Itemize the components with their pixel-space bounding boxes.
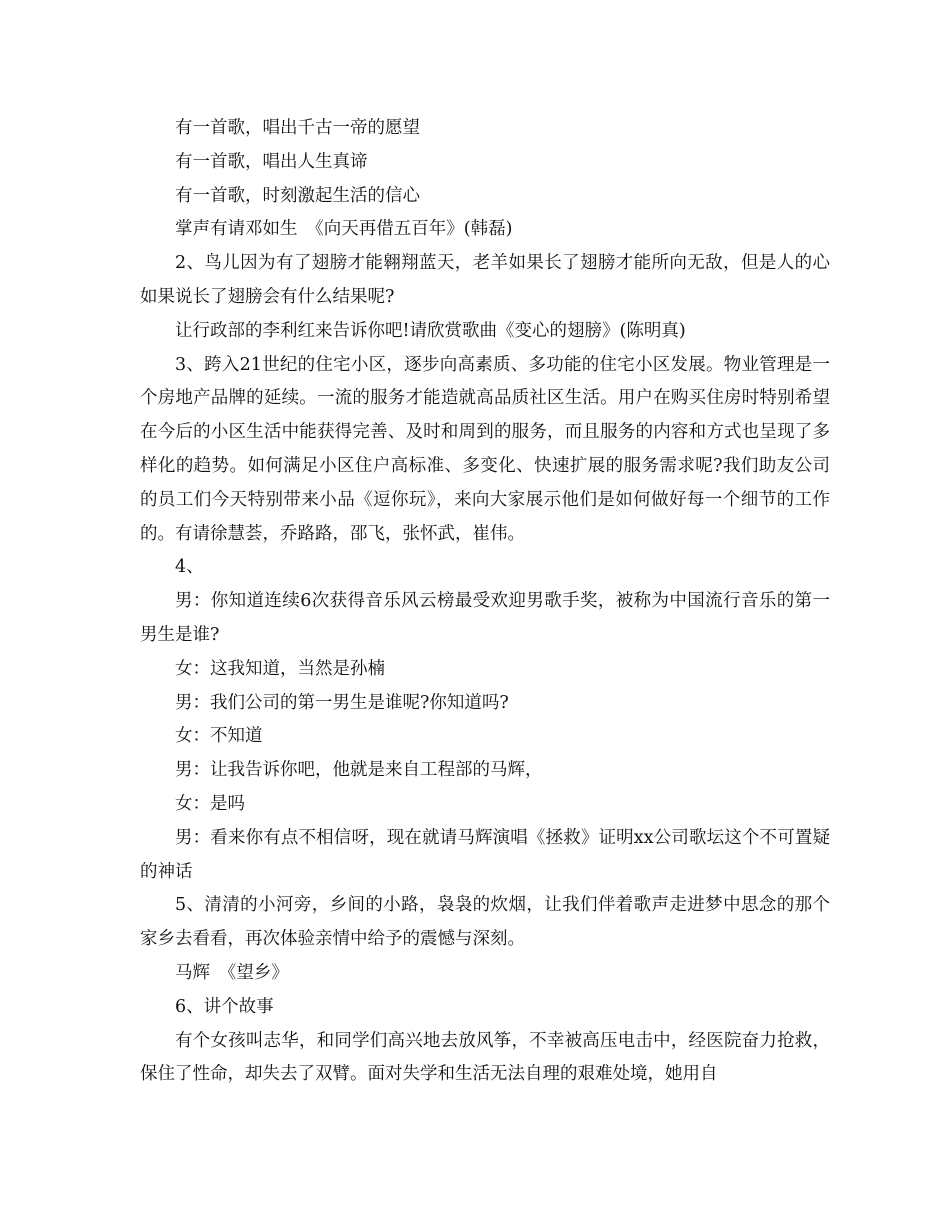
paragraph: 2、鸟儿因为有了翅膀才能翱翔蓝天，老羊如果长了翅膀才能所向无敌，但是人的心如果说长了翅膀会有什么结果呢? bbox=[140, 253, 830, 307]
paragraph: 马辉 《望乡》 bbox=[175, 962, 289, 983]
paragraph: 男：让我告诉你吧，他就是来自工程部的马辉， bbox=[175, 760, 543, 781]
paragraph: 4、 bbox=[175, 557, 204, 578]
paragraph: 5、清清的小河旁，乡间的小路，袅袅的炊烟，让我们伴着歌声走进梦中思念的那个家乡去看看，再次体验亲情中给予的震憾与深刻。 bbox=[140, 895, 830, 950]
paragraph: 掌声有请邓如生 《向天再借五百年》(韩磊) bbox=[175, 219, 513, 240]
paragraph: 女：是吗 bbox=[175, 793, 245, 814]
paragraph: 有个女孩叫志华，和同学们高兴地去放风筝，不幸被高压电击中，经医院奋力抢救，保住了性命，却失去了双臂。面对失学和生活无法自理的艰难处境，她用自 bbox=[140, 1030, 830, 1085]
paragraph: 有一首歌，唱出千古一帝的愿望 bbox=[175, 118, 420, 138]
paragraph: 6、讲个故事 bbox=[175, 996, 274, 1017]
paragraph: 有一首歌，时刻激起生活的信心 bbox=[175, 185, 420, 206]
paragraph: 让行政部的李利红来告诉你吧!请欣赏歌曲《变心的翅膀》(陈明真) bbox=[175, 320, 686, 341]
paragraph: 女：不知道 bbox=[175, 726, 263, 747]
paragraph: 男：我们公司的第一男生是谁呢?你知道吗? bbox=[175, 692, 509, 713]
paragraph: 女：这我知道，当然是孙楠 bbox=[175, 658, 385, 679]
document-body bbox=[140, 112, 830, 1092]
paragraph: 男：你知道连续6次获得音乐风云榜最受欢迎男歌手奖，被称为中国流行音乐的第一男生是谁? bbox=[140, 591, 830, 645]
paragraph: 男：看来你有点不相信呀，现在就请马辉演唱《拯救》证明xx公司歌坛这个不可置疑的神话 bbox=[140, 827, 830, 882]
paragraph: 有一首歌，唱出人生真谛 bbox=[175, 151, 368, 172]
paragraph: 3、跨入21世纪的住宅小区，逐步向高素质、多功能的住宅小区发展。物业管理是一个房地产品牌的延续。一流的服务才能造就高品质社区生活。用户在购买住房时特别希望在今后的小区生活中能获得完善、及时和周到的服务，而且服务的内容和方式也呈现了多样化的趋势。如何满足小区住户高标准、多变化、快速扩展的服务需求呢?我们助友公司的员工们今天特别带来小品《逗你玩》，来向大家展示他们是如何做好每一个细节的工作的。有请徐慧荟，乔路路，邵飞，张怀武，崔伟。 bbox=[140, 354, 830, 544]
